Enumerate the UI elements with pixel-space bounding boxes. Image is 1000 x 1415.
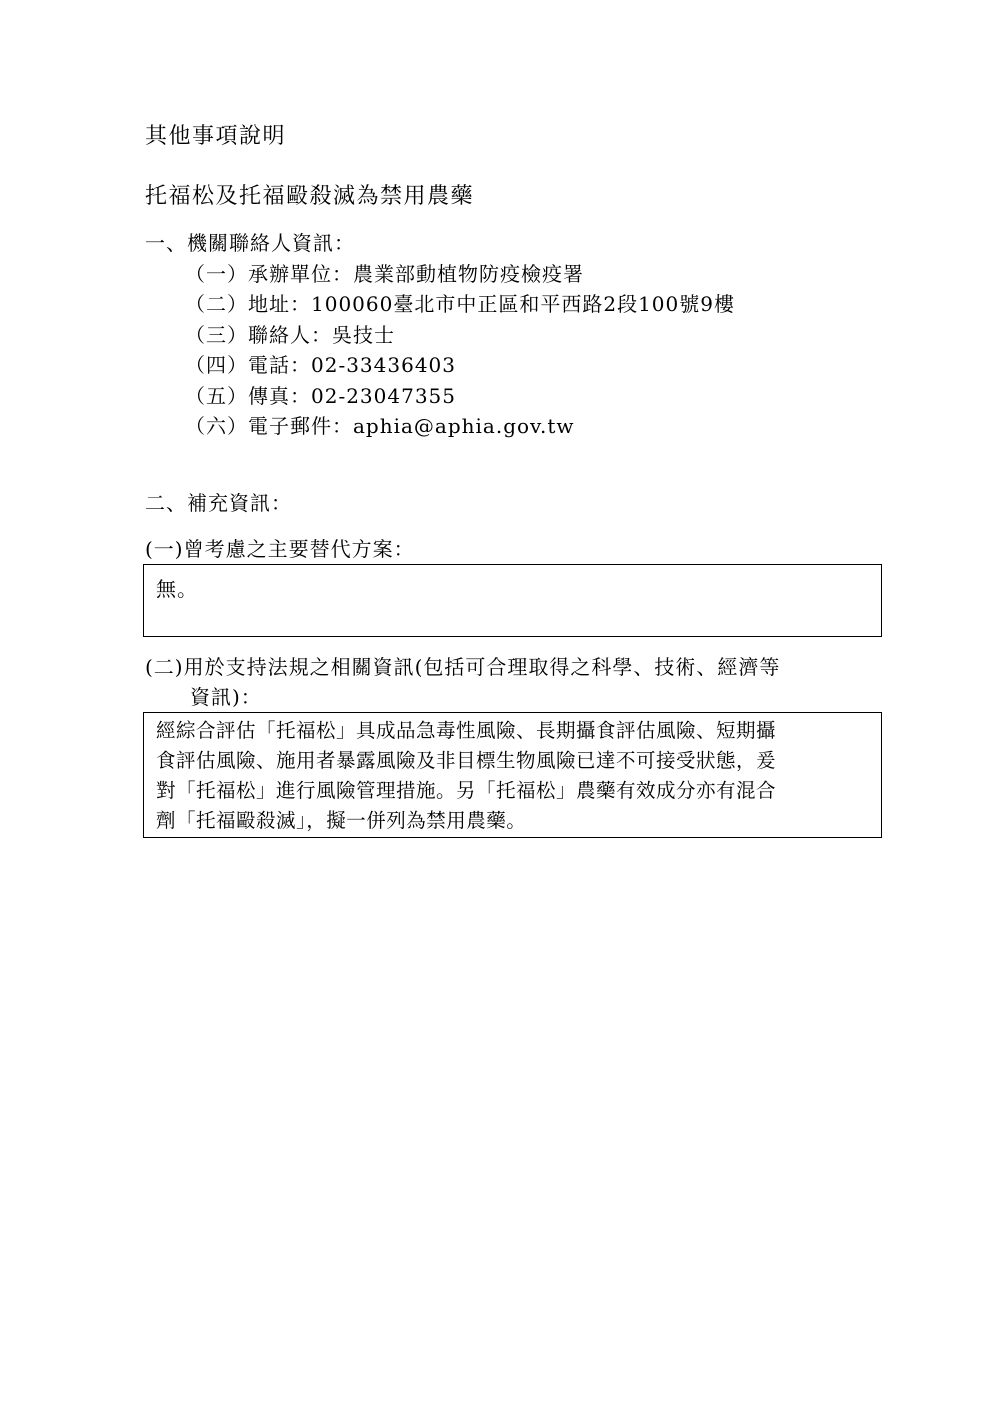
contact-item-unit: （一）承辦單位：農業部動植物防疫檢疫署 [185, 262, 584, 286]
regulatory-info-box [143, 712, 882, 838]
regulatory-info-line: 對「托福松」進行風險管理措施。另「托福松」農藥有效成分亦有混合 [156, 779, 777, 802]
regulatory-info-content [156, 716, 876, 836]
regulatory-info-line: 食評估風險、施用者暴露風險及非目標生物風險已達不可接受狀態，爰 [156, 749, 777, 772]
supplement-section-heading: 二、補充資訊： [145, 491, 292, 515]
regulatory-info-label-line1: (二)用於支持法規之相關資訊(包括可合理取得之科學、技術、經濟等 [145, 655, 781, 679]
contact-section-heading: 一、機關聯絡人資訊： [145, 231, 355, 255]
contact-item-fax: （五）傳真：02-23047355 [185, 384, 457, 408]
contact-item-phone: （四）電話：02-33436403 [185, 353, 457, 377]
alternatives-label: (一)曾考慮之主要替代方案： [145, 537, 415, 561]
regulatory-info-line: 劑「托福毆殺滅」，擬一併列為禁用農藥。 [156, 809, 527, 832]
regulatory-info-label-line2: 資訊)： [190, 685, 262, 709]
alternatives-box [143, 564, 882, 637]
subject-title: 托福松及托福毆殺滅為禁用農藥 [145, 184, 475, 209]
section-heading: 其他事項說明 [145, 124, 287, 149]
alternatives-content: 無。 [156, 577, 198, 601]
contact-item-person: （三）聯絡人：吳技士 [185, 323, 395, 347]
contact-item-address: （二）地址：100060臺北市中正區和平西路2段100號9樓 [185, 292, 735, 316]
contact-item-email: （六）電子郵件：aphia@aphia.gov.tw [185, 414, 575, 438]
regulatory-info-line: 經綜合評估「托福松」具成品急毒性風險、長期攝食評估風險、短期攝 [156, 719, 777, 742]
